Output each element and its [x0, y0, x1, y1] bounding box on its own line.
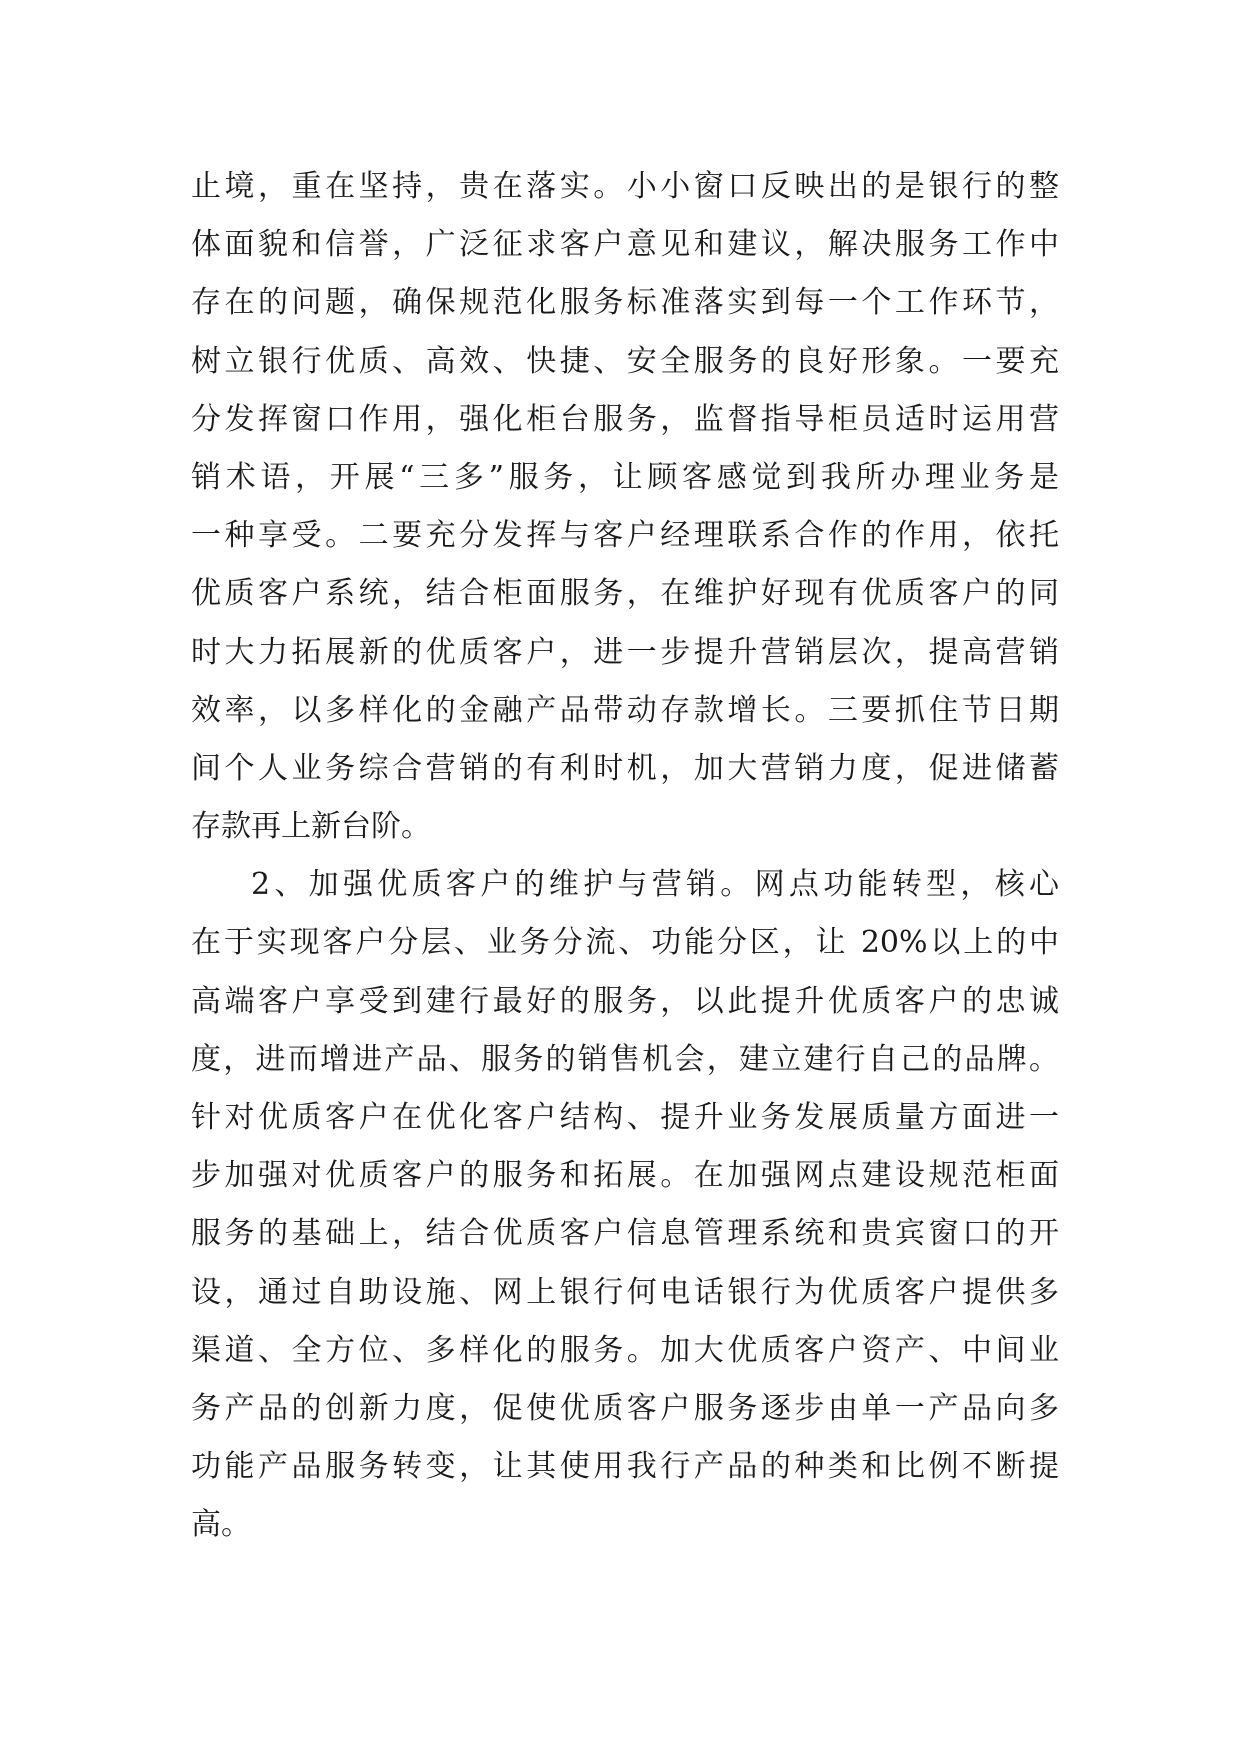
text-line: 止境，重在坚持，贵在落实。小小窗口反映出的是银行的整 — [191, 169, 1059, 204]
text-line: 服务的基础上，结合优质客户信息管理系统和贵宾窗口的开 — [191, 1216, 1059, 1252]
text-line: 设，通过自助设施、网上银行何电话银行为优质客户提供多 — [191, 1274, 1059, 1310]
text-line: 2、加强优质客户的维护与营销。网点功能转型，核心 — [251, 867, 1059, 903]
text-line: 高端客户享受到建行最好的服务，以此提升优质客户的忠诚 — [191, 983, 1059, 1019]
text-line: 体面貌和信誉，广泛征求客户意见和建议，解决服务工作中 — [191, 227, 1059, 263]
text-line: 务产品的创新力度，促使优质客户服务逐步由单一产品向多 — [191, 1390, 1059, 1426]
text-line: 分发挥窗口作用，强化柜台服务，监督指导柜员适时运用营 — [191, 401, 1059, 437]
text-line: 渠道、全方位、多样化的服务。加大优质客户资产、中间业 — [191, 1332, 1059, 1368]
text-line: 度，进而增进产品、服务的销售机会，建立建行自己的品牌。 — [191, 1041, 1059, 1077]
text-line: 效率，以多样化的金融产品带动存款增长。三要抓住节日期 — [191, 692, 1059, 728]
text-line: 间个人业务综合营销的有利时机，加大营销力度，促进储蓄 — [191, 750, 1059, 786]
paragraph-2 — [191, 856, 1059, 1554]
text-line: 树立银行优质、高效、快捷、安全服务的良好形象。一要充 — [191, 343, 1059, 379]
text-line: 针对优质客户在优化客户结构、提升业务发展质量方面进一 — [191, 1100, 1059, 1135]
document-body — [191, 158, 1059, 1555]
text-line: 功能产品服务转变，让其使用我行产品的种类和比例不断提 — [191, 1449, 1059, 1485]
text-line: 在于实现客户分层、业务分流、功能分区，让 20%以上的中 — [191, 925, 1059, 961]
text-line: 优质客户系统，结合柜面服务，在维护好现有优质客户的同 — [191, 576, 1059, 612]
text-line: 存在的问题，确保规范化服务标准落实到每一个工作环节， — [191, 285, 1059, 321]
text-line: 存款再上新台阶。 — [191, 809, 431, 845]
text-line: 步加强对优质客户的服务和拓展。在加强网点建设规范柜面 — [191, 1158, 1059, 1194]
text-line: 销术语，开展“三多”服务，让顾客感觉到我所办理业务是 — [191, 459, 1059, 495]
paragraph-1 — [191, 158, 1059, 856]
text-line: 高。 — [191, 1507, 251, 1543]
text-line: 一种享受。二要充分发挥与客户经理联系合作的作用，依托 — [191, 518, 1059, 554]
text-line: 时大力拓展新的优质客户，进一步提升营销层次，提高营销 — [191, 634, 1059, 670]
